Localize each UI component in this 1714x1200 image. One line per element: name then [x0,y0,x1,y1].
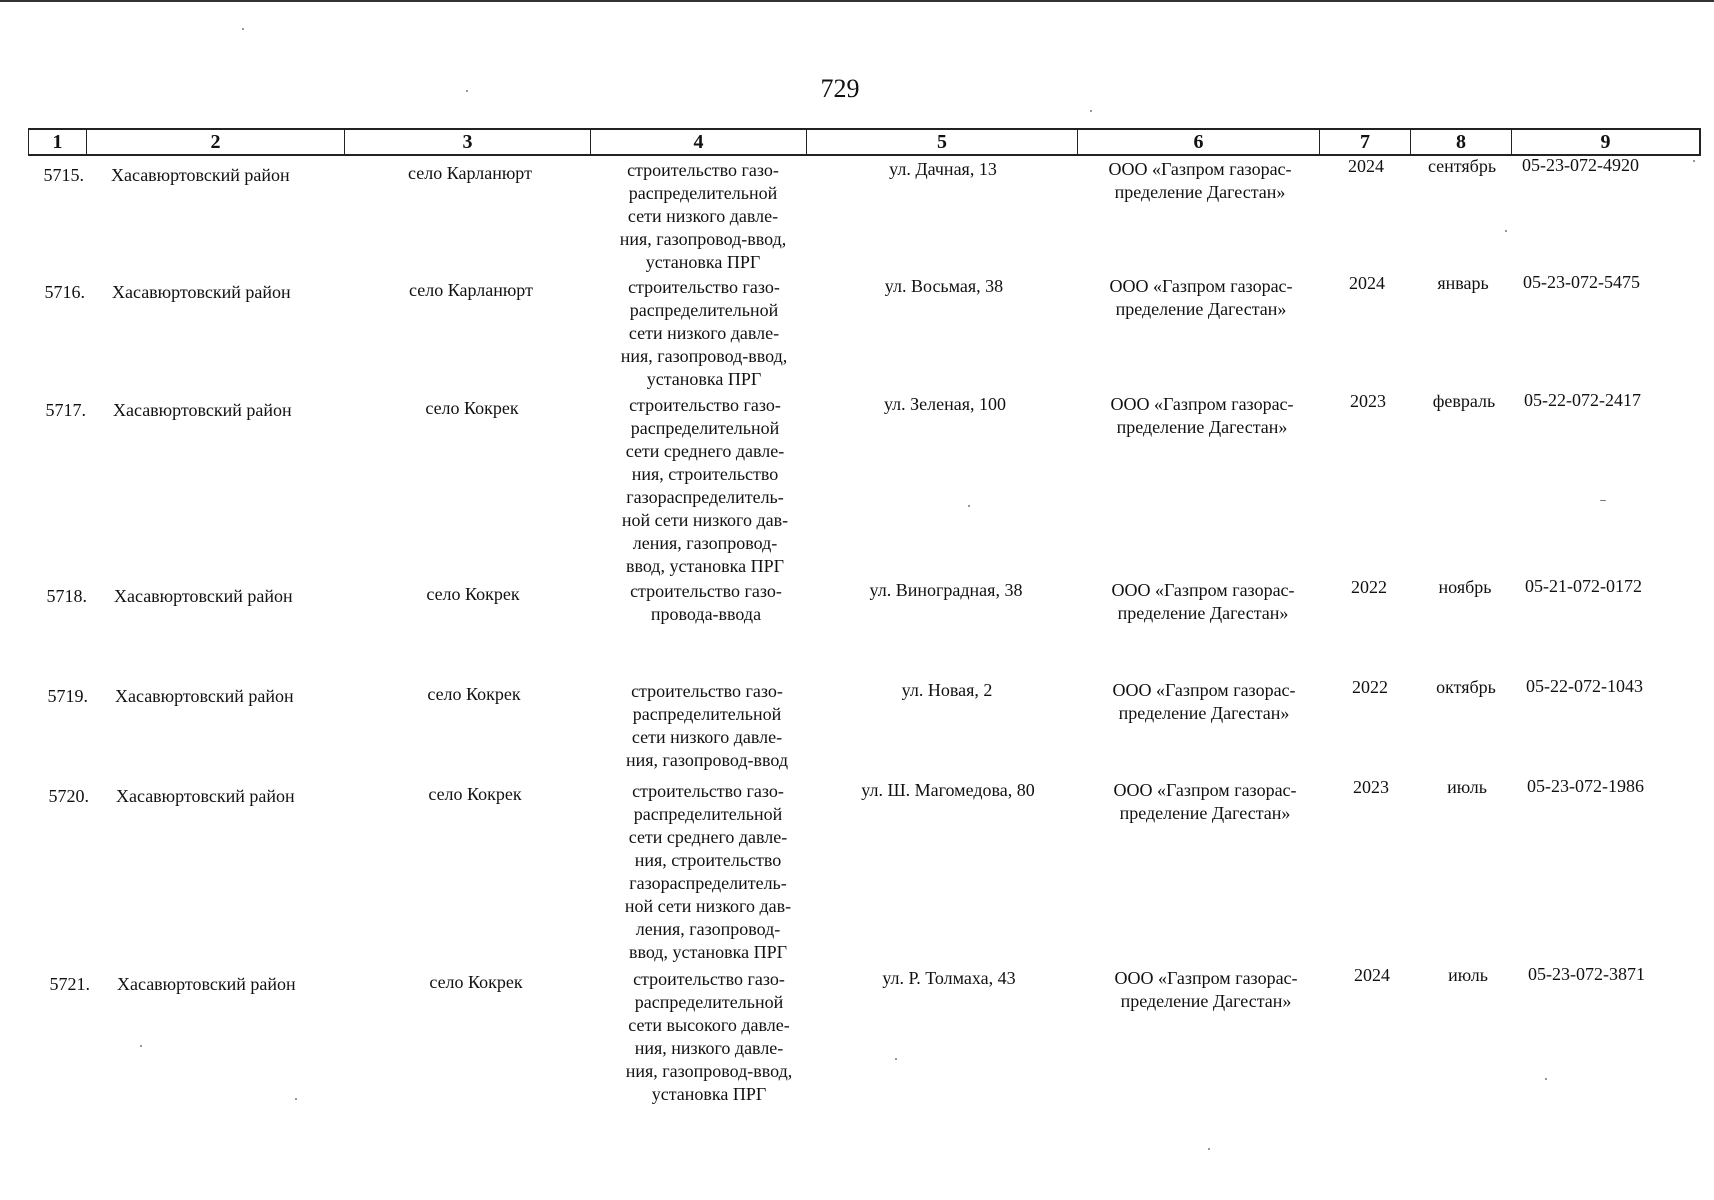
work-line: строительство газо- [631,681,783,701]
organization-cell [1091,967,1321,1013]
row-number: 5718. [46,586,87,606]
row-number: 5721. [49,974,90,994]
work-line: распределительной [629,300,779,320]
work-line: строительство газо- [633,969,785,989]
header-col-4: 4 [590,128,806,156]
registry-code-cell: 05-22-072-2417 [1524,390,1641,410]
registry-code-cell: 05-22-072-1043 [1526,676,1643,696]
registry-code-cell: 05-23-072-1986 [1527,776,1644,796]
organization-line: пределение Дагестан» [1120,991,1292,1011]
header-col-9: 9 [1511,128,1699,156]
page-number: 729 [820,74,860,103]
organization-line: пределение Дагестан» [1115,299,1287,319]
work-line: ния, газопровод-ввод, [625,1061,793,1081]
work-line: строительство газо- [629,395,781,415]
work-description-cell [598,159,808,274]
work-line: установка ПРГ [646,369,762,389]
row-number: 5717. [45,400,86,420]
work-line: распределительной [632,704,782,724]
work-line: ной сети низкого дав- [624,896,792,916]
year-cell: 2023 [1350,391,1386,411]
work-line: ния, газопровод-ввод, [620,346,788,366]
district-cell: Хасавюртовский район [114,586,293,606]
work-line: распределительной [628,183,778,203]
month-cell: январь [1437,273,1489,293]
header-col-2: 2 [86,128,344,156]
month-cell: октябрь [1436,677,1496,697]
header-col-1: 1 [28,128,86,156]
header-col-6: 6 [1077,128,1319,156]
work-line: ния, низкого давле- [634,1038,784,1058]
work-line: сети низкого давле- [627,206,779,226]
work-line: ния, газопровод-ввод, [619,229,787,249]
row-number: 5716. [44,282,85,302]
address-cell: ул. Дачная, 13 [889,159,997,179]
month-cell: ноябрь [1438,577,1492,597]
address-cell: ул. Новая, 2 [901,680,993,700]
organization-line: пределение Дагестан» [1119,803,1291,823]
year-cell: 2024 [1349,273,1385,293]
work-line: ния, строительство [634,850,782,870]
organization-cell [1087,393,1317,439]
organization-line: пределение Дагестан» [1118,703,1290,723]
header-right-rule [1699,128,1701,156]
work-line: сети среднего давле- [628,827,788,847]
settlement-cell: село Кокрек [429,972,523,992]
district-cell: Хасавюртовский район [115,686,294,706]
header-col-3: 3 [344,128,590,156]
header-col-8: 8 [1410,128,1511,156]
work-line: распределительной [630,418,780,438]
work-line: сети низкого давле- [631,727,783,747]
scan-top-edge [0,0,1714,2]
year-cell: 2022 [1351,577,1387,597]
organization-cell [1090,779,1320,825]
work-line: строительство газо- [628,277,780,297]
address-cell: ул. Зеленая, 100 [883,394,1007,414]
organization-line: пределение Дагестан» [1116,417,1288,437]
work-description-cell [603,780,813,964]
row-number: 5715. [43,165,84,185]
year-cell: 2024 [1348,156,1384,176]
district-cell: Хасавюртовский район [112,282,291,302]
organization-line: ООО «Газпром газорас- [1114,968,1298,988]
organization-line: пределение Дагестан» [1117,603,1289,623]
work-line: провода-ввода [650,604,762,624]
row-number: 5719. [47,686,88,706]
organization-cell [1089,679,1319,725]
settlement-cell: село Кокрек [425,398,519,418]
registry-code-cell: 05-21-072-0172 [1525,576,1642,596]
work-description-cell [601,580,811,626]
address-cell: ул. Р. Толмаха, 43 [882,968,1016,988]
header-col-5: 5 [806,128,1077,156]
settlement-cell: село Кокрек [427,684,521,704]
year-cell: 2023 [1353,777,1389,797]
work-line: ввод, установка ПРГ [628,942,788,962]
work-line: ления, газопровод- [635,919,781,939]
settlement-cell: село Карланюрт [408,163,532,183]
organization-line: ООО «Газпром газорас- [1108,159,1292,179]
header-col-7: 7 [1319,128,1410,156]
organization-cell [1085,158,1315,204]
organization-line: ООО «Газпром газорас- [1110,394,1294,414]
organization-line: ООО «Газпром газорас- [1112,680,1296,700]
month-cell: июль [1447,777,1487,797]
year-cell: 2022 [1352,677,1388,697]
registry-code-cell: 05-23-072-4920 [1522,155,1639,175]
work-description-cell [599,276,809,391]
work-line: сети среднего давле- [625,441,785,461]
organization-cell [1086,275,1316,321]
work-line: ной сети низкого дав- [621,510,789,530]
work-description-cell [604,968,814,1106]
work-line: ния, строительство [631,464,779,484]
month-cell: июль [1448,965,1488,985]
work-description-cell [602,680,812,772]
work-description-cell [600,394,810,578]
work-line: строительство газо- [630,581,782,601]
settlement-cell: село Кокрек [426,584,520,604]
address-cell: ул. Восьмая, 38 [884,276,1004,296]
settlement-cell: село Кокрек [428,784,522,804]
work-line: распределительной [633,804,783,824]
district-cell: Хасавюртовский район [113,400,292,420]
month-cell: февраль [1432,391,1496,411]
work-line: сети высокого давле- [628,1015,790,1035]
work-line: распределительной [634,992,784,1012]
row-number: 5720. [48,786,89,806]
work-line: строительство газо- [632,781,784,801]
organization-line: ООО «Газпром газорас- [1113,780,1297,800]
work-line: установка ПРГ [645,252,761,272]
work-line: ввод, установка ПРГ [625,556,785,576]
work-line: сети низкого давле- [628,323,780,343]
settlement-cell: село Карланюрт [409,280,533,300]
registry-code-cell: 05-23-072-3871 [1528,964,1645,984]
month-cell: сентябрь [1427,156,1497,176]
organization-line: ООО «Газпром газорас- [1109,276,1293,296]
registry-code-cell: 05-23-072-5475 [1523,272,1640,292]
organization-line: ООО «Газпром газорас- [1111,580,1295,600]
organization-line: пределение Дагестан» [1114,182,1286,202]
organization-cell [1088,579,1318,625]
work-line: ния, газопровод-ввод [625,750,789,770]
district-cell: Хасавюртовский район [116,786,295,806]
work-line: ления, газопровод- [632,533,778,553]
year-cell: 2024 [1354,965,1390,985]
work-line: установка ПРГ [651,1084,767,1104]
work-line: газораспределитель- [629,873,787,893]
work-line: газораспределитель- [626,487,784,507]
district-cell: Хасавюртовский район [117,974,296,994]
address-cell: ул. Ш. Магомедова, 80 [861,780,1035,800]
district-cell: Хасавюртовский район [111,165,290,185]
work-line: строительство газо- [627,160,779,180]
address-cell: ул. Виноградная, 38 [869,580,1023,600]
